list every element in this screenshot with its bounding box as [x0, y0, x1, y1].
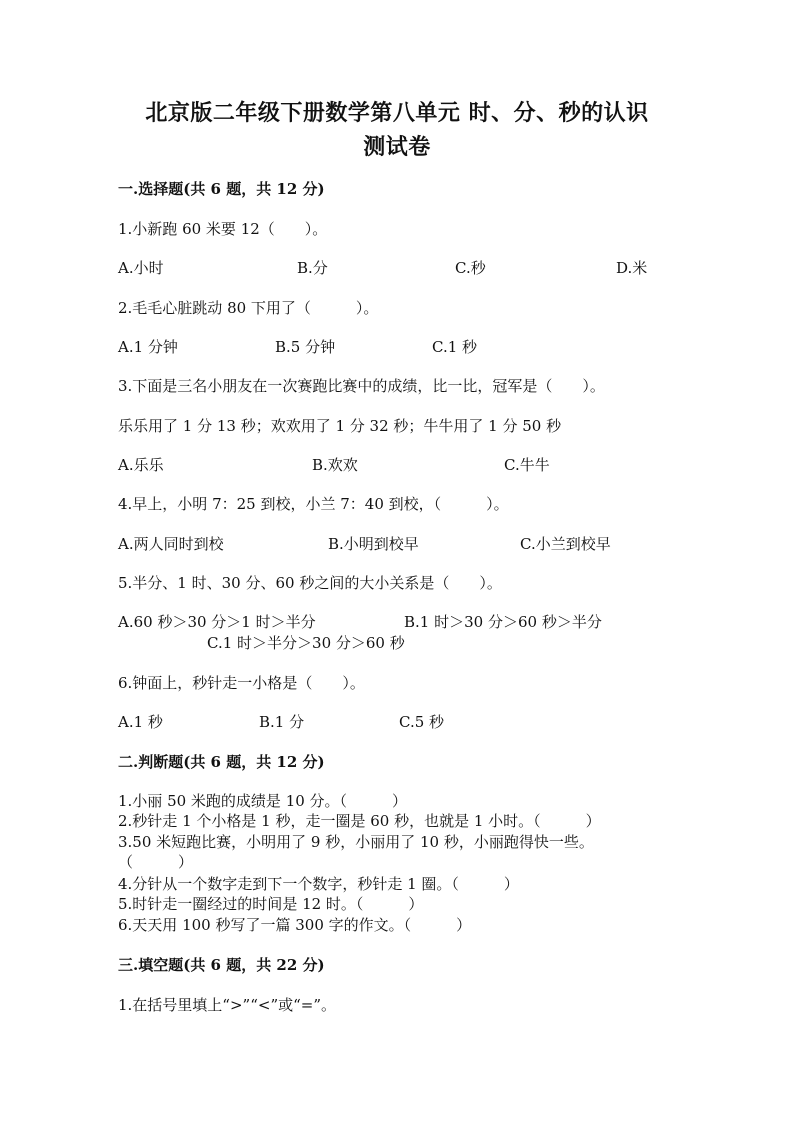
judgement-item: 3.50 米短跑比赛，小明用了 9 秒，小丽用了 10 秒，小丽跑得快一些。 — [118, 833, 594, 851]
question-stem: 3.下面是三名小朋友在一次赛跑比赛中的成绩，比一比，冠军是（ ）。 — [118, 377, 605, 395]
option: B.小明到校早 — [328, 535, 419, 553]
question-stem: 4.早上，小明 7：25 到校，小兰 7：40 到校，（ ）。 — [118, 495, 509, 513]
option: D.米 — [616, 259, 648, 277]
page-title: 北京版二年级下册数学第八单元 时、分、秒的认识 — [145, 100, 649, 126]
option: A.1 秒 — [118, 713, 163, 731]
option: C.5 秒 — [399, 713, 445, 731]
section-heading-judgement: 二.判断题(共 6 题，共 12 分) — [118, 753, 325, 771]
option: A.乐乐 — [118, 456, 164, 474]
option: A.1 分钟 — [118, 338, 178, 356]
judgement-item-continued: （ ） — [118, 853, 194, 871]
fill-item: 1.在括号里填上“>”“<”或“=”。 — [118, 996, 337, 1014]
judgement-item: 1.小丽 50 米跑的成绩是 10 分。（ ） — [118, 792, 408, 810]
section-heading-fill: 三.填空题(共 6 题，共 22 分) — [118, 956, 325, 974]
page-title-line2: 测试卷 — [363, 134, 431, 160]
option: C.小兰到校早 — [520, 535, 611, 553]
option: B.欢欢 — [312, 456, 358, 474]
option: C.秒 — [455, 259, 486, 277]
question-stem: 1.小新跑 60 米要 12（ ）。 — [118, 220, 328, 238]
option: A.两人同时到校 — [118, 535, 224, 553]
option: C.1 秒 — [432, 338, 478, 356]
option: C.1 时＞半分＞30 分＞60 秒 — [207, 634, 405, 652]
judgement-item: 4.分针从一个数字走到下一个数字，秒针走 1 圈。（ ） — [118, 875, 519, 893]
judgement-item: 2.秒针走 1 个小格是 1 秒，走一圈是 60 秒，也就是 1 小时。（ ） — [118, 812, 601, 830]
section-heading-choice: 一.选择题(共 6 题，共 12 分) — [118, 180, 325, 198]
question-stem: 2.毛毛心脏跳动 80 下用了（ ）。 — [118, 299, 379, 317]
option: B.分 — [297, 259, 328, 277]
question-stem: 6.钟面上，秒针走一小格是（ ）。 — [118, 674, 365, 692]
question-extra: 乐乐用了 1 分 13 秒；欢欢用了 1 分 32 秒；牛牛用了 1 分 50 秒 — [118, 417, 562, 435]
option: C.牛牛 — [504, 456, 550, 474]
judgement-item: 6.天天用 100 秒写了一篇 300 字的作文。（ ） — [118, 916, 472, 934]
option: B.1 时＞30 分＞60 秒＞半分 — [404, 613, 602, 631]
option: A.小时 — [118, 259, 164, 277]
option: A.60 秒＞30 分＞1 时＞半分 — [118, 613, 316, 631]
option: B.5 分钟 — [275, 338, 336, 356]
judgement-item: 5.时针走一圈经过的时间是 12 时。（ ） — [118, 895, 424, 913]
option: B.1 分 — [259, 713, 305, 731]
question-stem: 5.半分、1 时、30 分、60 秒之间的大小关系是（ ）。 — [118, 574, 502, 592]
